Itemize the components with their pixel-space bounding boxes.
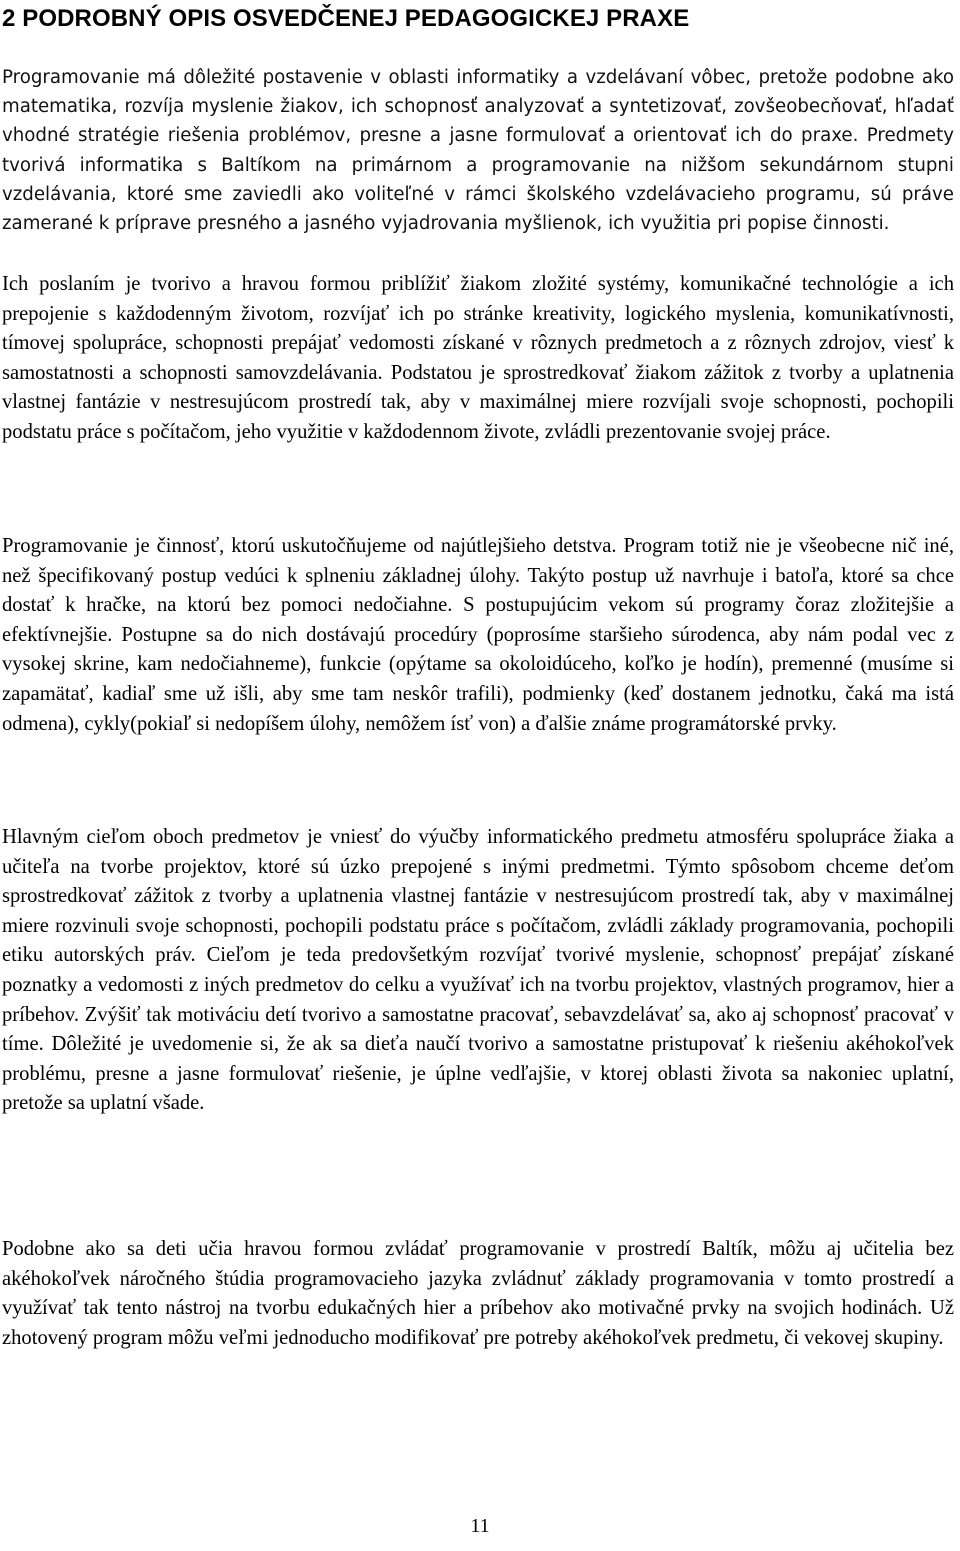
section-heading: 2 PODROBNÝ OPIS OSVEDČENEJ PEDAGOGICKEJ PRAXE xyxy=(2,5,690,32)
paragraph-teachers: Podobne ako sa deti učia hravou formou zvládať programovanie v prostredí Baltík, môžu aj učitelia bez akéhokoľvek náročného štúdia programovacieho jazyka zvládnuť základy programovania v tomto prostredí a využívať tak tento nástroj na tvorbu edukačných hier a príbehov ako motivačné prvky na svojich hodinách. Už zhotovený program môžu veľmi jednoducho modifikovať pre potreby akéhokoľvek predmetu, či vekovej skupiny. xyxy=(2,1238,954,1349)
paragraph-intro: Programovanie má dôležité postavenie v oblasti informatiky a vzdelávaní vôbec, pretože podobne ako matematika, rozvíja myslenie žiakov, ich schopnosť analyzovať a syntetizovať, zovšeobecňovať, hľadať vhodné stratégie riešenia problémov, presne a jasne formulovať a orientovať ich do praxe. Predmety tvorivá informatika s Baltíkom na primárnom a programovanie na nižšom sekundárnom stupni vzdelávania, ktoré sme zaviedli ako voliteľné v rámci školského vzdelávacieho programu, sú práve zamerané k príprave presného a jasného vyjadrovania myšlienok, ich využitia pri popise činnosti. xyxy=(2,67,954,235)
paragraph-mission: Ich poslaním je tvorivo a hravou formou priblížiť žiakom zložité systémy, komunikačné technológie a ich prepojenie s každodenným životom, rozvíjať ich po stránke kreativity, logického myslenia, komunikatívnosti, tímovej spolupráce, schopnosti prepájať vedomosti získané v rôznych predmetoch a z rôznych zdrojov, viesť k samostatnosti a schopnosti samovzdelávania. Podstatou je sprostredkovať žiakom zážitok z tvorby a uplatnenia vlastnej fantázie v nestresujúcom prostredí tak, aby v maximálnej miere rozvíjali svoje schopnosti, pochopili podstatu práce s počítačom, jeho využitie v každodennom živote, zvládli prezentovanie svojej práce. xyxy=(2,273,954,443)
paragraph-main-goal: Hlavným cieľom oboch predmetov je vniesť do výučby informatického predmetu atmosféru spolupráce žiaka a učiteľa na tvorbe projektov, ktoré sú úzko prepojené s inými predmetmi. Týmto spôsobom chceme deťom sprostredkovať zážitok z tvorby a uplatnenia vlastnej fantázie v nestresujúcom prostredí tak, aby v maximálnej miere rozvinuli svoje schopnosti, pochopili podstatu práce s počítačom, zvládli základy programovania, pochopili etiku autorských práv. Cieľom je teda predovšetkým rozvíjať tvorivé myslenie, schopnosť prepájať získané poznatky a vedomosti z iných predmetov do celku a využívať ich na tvorbu projektov, vlastných programov, hier a príbehov. Zvýšiť tak motiváciu detí tvorivo a samostatne pracovať, sebavzdelávať sa, ako aj schopnosť pracovať v tíme. Dôležité je uvedomenie si, že ak sa dieťa naučí tvorivo a samostatne pristupovať k riešeniu akéhokoľvek problému, presne a jasne formulovať riešenie, je úplne vedľajšie, v ktorej oblasti života sa nakoniec uplatní, pretože sa uplatní všade. xyxy=(2,826,954,1115)
page-number: 11 xyxy=(470,1515,490,1537)
paragraph-programming-childhood: Programovanie je činnosť, ktorú uskutočňujeme od najútlejšieho detstva. Program totiž nie je všeobecne nič iné, než špecifikovaný postup vedúci k splneniu základnej úlohy. Takýto postup už navrhuje i batoľa, ktoré sa chce dostať k hračke, na ktorú bez pomoci nedočiahne. S postupujúcim vekom sú programy čoraz zložitejšie a efektívnejšie. Postupne sa do nich dostávajú procedúry (poprosíme staršieho súrodenca, aby nám podal vec z vysokej skrine, kam nedočiahneme), funkcie (opýtame sa okoloidúceho, koľko je hodín), premenné (musíme si zapamätať, kadiaľ sme už išli, aby sme tam neskôr trafili), podmienky (keď dostanem jednotku, čaká ma istá odmena), cykly(pokiaľ si nedopíšem úlohy, nemôžem ísť von) a ďalšie známe programátorské prvky. xyxy=(2,535,954,735)
